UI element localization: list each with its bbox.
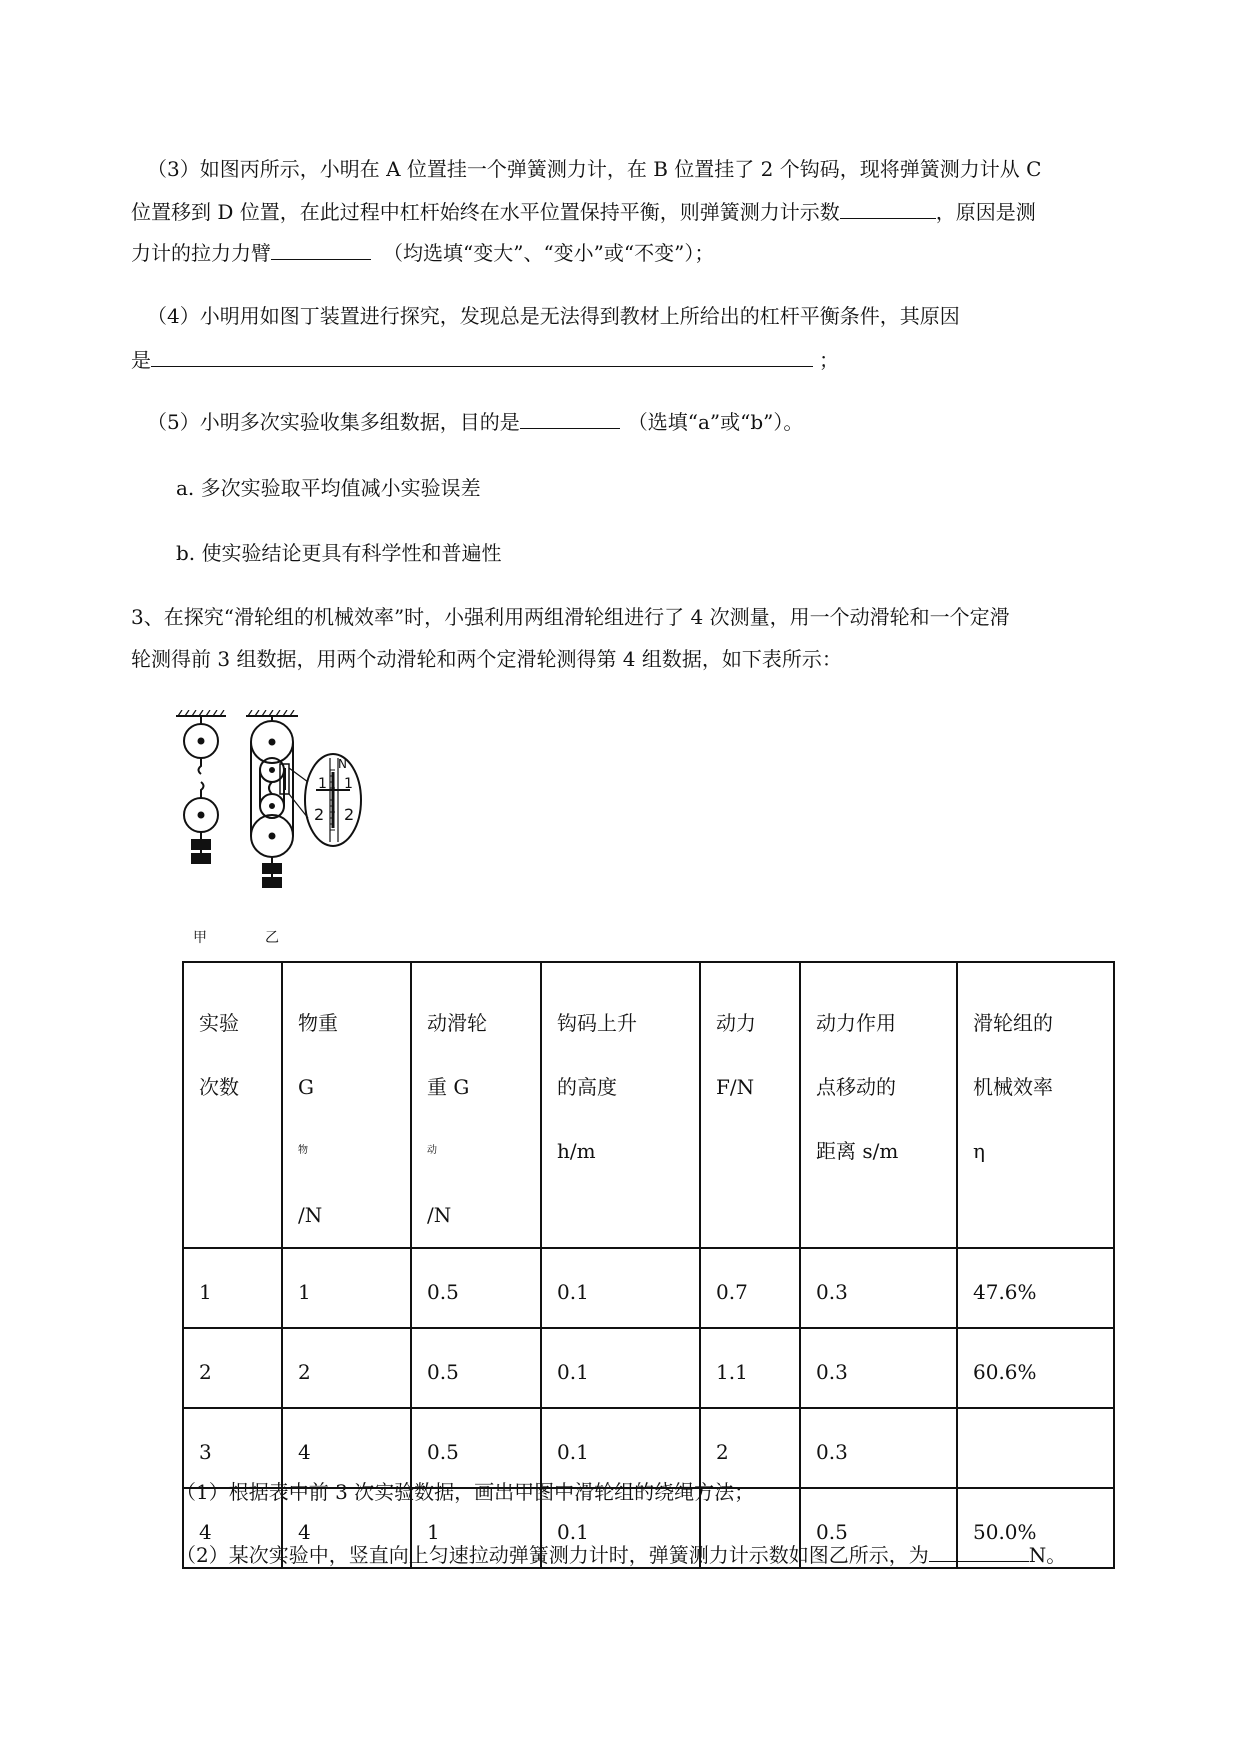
q2-part3-line1: （3）如图丙所示，小明在 A 位置挂一个弹簧测力计，在 B 位置挂了 2 个钩码，现将弹簧测力计从 C [147, 157, 1042, 181]
q3-intro-line2: 轮测得前 3 组数据，用两个动滑轮和两个定滑轮测得第 4 组数据，如下表所示： [131, 647, 842, 671]
q2-part4-line2-text: 是 [131, 348, 151, 372]
q3-sub1: （1）根据表中前 3 次实验数据，画出甲图中滑轮组的绕绳方法； [176, 1480, 755, 1504]
table-row [183, 1408, 1114, 1488]
figure-label-jia: 甲 [193, 930, 207, 946]
pulley-system-yi [246, 710, 361, 887]
answer-blank[interactable] [840, 196, 936, 219]
option-a: a. 多次实验取平均值减小实验误差 [176, 476, 481, 500]
answer-blank[interactable] [151, 344, 813, 367]
scale-tick-2-left: 2 [314, 805, 325, 824]
table-cell: 4 [183, 1488, 282, 1568]
q2-part4-line2 [131, 344, 839, 374]
q2-part5-text: （5）小明多次实验收集多组数据，目的是 [147, 410, 520, 434]
table-cell: 3 [183, 1408, 282, 1488]
pulley-system-jia [176, 710, 226, 863]
q2-part3-line3-text: 力计的拉力力臂 [131, 241, 271, 265]
q3-sub2-unit: N。 [1028, 1543, 1067, 1567]
table-cell: 2 [183, 1328, 282, 1408]
q3-sub2 [176, 1539, 1066, 1569]
table-cell: 1 [183, 1248, 282, 1328]
table-cell: 0.1 [541, 1328, 700, 1408]
q2-part3-line3 [131, 237, 714, 267]
header-cell: 实验 次数 [183, 962, 282, 1248]
table-cell: 0.5 [411, 1328, 541, 1408]
header-cell: 物重 G 物 /N [282, 962, 411, 1248]
table-cell: 4 [282, 1408, 411, 1488]
table-cell: 0.1 [541, 1488, 700, 1568]
q2-part3-line3-tail: （均选填“变大”、“变小”或“不变”）； [383, 241, 715, 265]
table-cell: 60.6% [957, 1328, 1114, 1408]
table-cell: 47.6% [957, 1248, 1114, 1328]
table-cell: 4 [282, 1488, 411, 1568]
table-cell: 1 [411, 1488, 541, 1568]
q2-part3-line2-tail: ，原因是测 [935, 200, 1036, 224]
scale-tick-1-left: 1 [318, 776, 327, 792]
header-cell: 钩码上升 的高度 h/m [541, 962, 700, 1248]
table-cell: 2 [700, 1408, 800, 1488]
table-cell: 0.7 [700, 1248, 800, 1328]
table-cell: 0.3 [800, 1248, 957, 1328]
answer-blank[interactable] [929, 1539, 1029, 1562]
table-cell: 0.5 [411, 1248, 541, 1328]
q2-part5-line1 [147, 406, 803, 436]
table-header-row [183, 962, 1114, 1248]
table-cell: 0.3 [800, 1408, 957, 1488]
scale-tick-1-right: 1 [344, 776, 353, 792]
q3-intro-line1: 3、在探究“滑轮组的机械效率”时，小强利用两组滑轮组进行了 4 次测量，用一个动滑轮和一个定滑 [131, 605, 1010, 629]
figure-label-yi: 乙 [265, 930, 279, 946]
header-cell: 动力作用 点移动的 距离 s/m [800, 962, 957, 1248]
q2-part3-line2-text: 位置移到 D 位置，在此过程中杠杆始终在水平位置保持平衡，则弹簧测力计示数 [131, 200, 840, 224]
table-cell: 1.1 [700, 1328, 800, 1408]
table-cell: 0.5 [411, 1408, 541, 1488]
scale-tick-2-right: 2 [344, 805, 355, 824]
pulley-figure [168, 710, 418, 955]
table-cell: 50.0% [957, 1488, 1114, 1568]
table-cell: 0.1 [541, 1248, 700, 1328]
header-cell: 滑轮组的 机械效率 η [957, 962, 1114, 1248]
table-cell: 0.1 [541, 1408, 700, 1488]
scale-unit-label: N [338, 757, 347, 771]
q2-part4-line2-tail: ； [819, 348, 839, 372]
header-cell: 动滑轮 重 G 动 /N [411, 962, 541, 1248]
header-cell: 动力 F/N [700, 962, 800, 1248]
table-row [183, 1248, 1114, 1328]
table-row [183, 1328, 1114, 1408]
option-b: b. 使实验结论更具有科学性和普遍性 [176, 541, 502, 565]
table-cell-empty[interactable] [957, 1408, 1114, 1488]
table-cell: 0.3 [800, 1328, 957, 1408]
table-cell: 1 [282, 1248, 411, 1328]
q2-part4-line1: （4）小明用如图丁装置进行探究，发现总是无法得到教材上所给出的杠杆平衡条件，其原因 [147, 304, 960, 328]
answer-blank[interactable] [271, 237, 371, 260]
q3-sub2-text: （2）某次实验中，竖直向上匀速拉动弹簧测力计时，弹簧测力计示数如图乙所示，为 [176, 1543, 929, 1567]
table-cell: 2 [282, 1328, 411, 1408]
pulley-diagram [168, 710, 418, 955]
answer-blank[interactable] [520, 406, 620, 429]
q2-part5-tail: （选填“a”或“b”）。 [627, 410, 804, 434]
q2-part3-line2 [131, 196, 1036, 226]
table-cell: 0.5 [800, 1488, 957, 1568]
